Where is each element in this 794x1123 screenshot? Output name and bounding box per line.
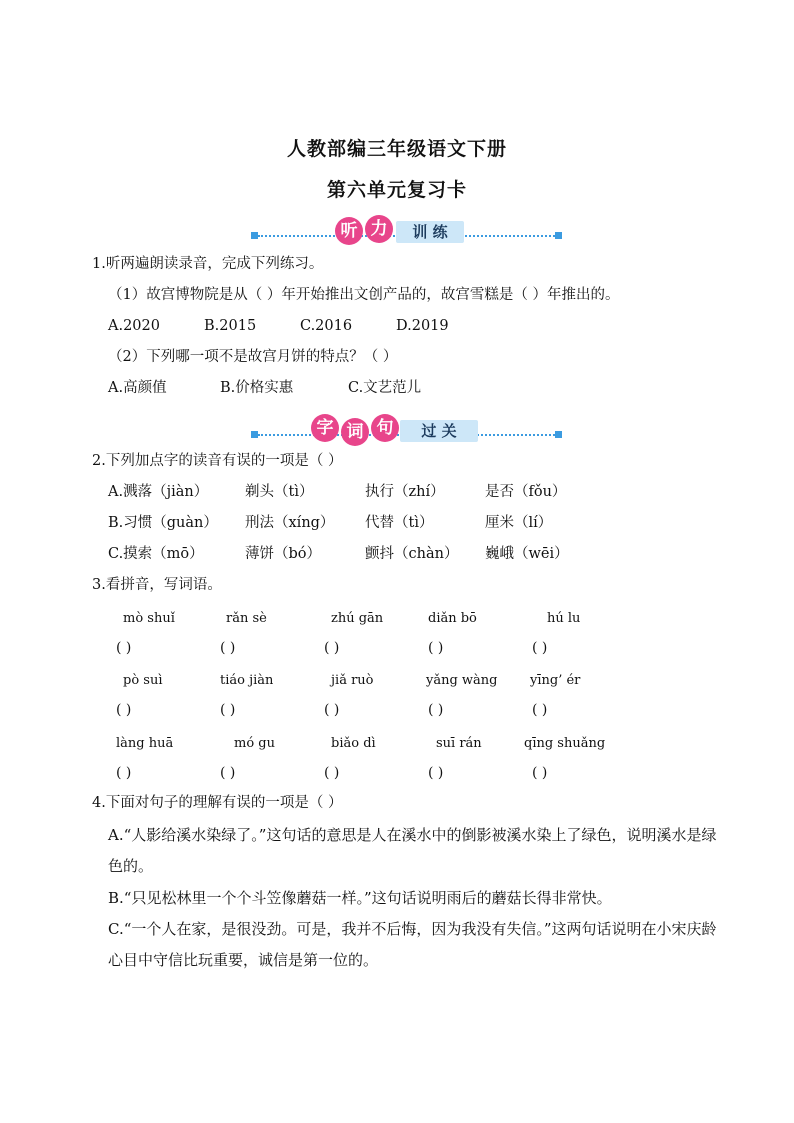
answer-blank[interactable]: ( )	[428, 765, 444, 781]
q2-item: 刑法（xíng）	[245, 515, 335, 531]
banner-char-circle: 力	[365, 215, 393, 243]
q2-item: 厘米（lí）	[485, 515, 553, 531]
answer-blank[interactable]: ( )	[324, 765, 340, 781]
q4-option-c: C.“一个人在家，是很没劲。可是，我并不后悔，因为我没有失信。”这两句话说明在小宋庆龄心目中守信比玩重要，诚信是第一位的。	[108, 920, 717, 969]
q2-item: C.摸索（mō）	[108, 546, 204, 562]
q1-option: B.价格实惠	[220, 380, 294, 396]
q1-option: B.2015	[204, 318, 257, 334]
answer-blank[interactable]: ( )	[220, 640, 236, 656]
q1-option: C.文艺范儿	[348, 380, 422, 396]
answer-blank[interactable]: ( )	[220, 702, 236, 718]
answer-blank[interactable]: ( )	[532, 640, 548, 656]
pinyin-item: tiáo jiàn	[220, 673, 274, 688]
banner-char-circle: 字	[311, 414, 339, 442]
answer-blank[interactable]: ( )	[428, 702, 444, 718]
question-3-stem: 3.看拼音，写词语。	[92, 577, 222, 593]
pinyin-item: hú lu	[547, 611, 581, 626]
answer-blank[interactable]: ( )	[428, 640, 444, 656]
pinyin-item: mó gu	[234, 736, 275, 751]
q2-item: B.习惯（guàn）	[108, 515, 218, 531]
q2-item: 剃头（tì）	[245, 484, 314, 500]
question-4-stem: 4.下面对句子的理解有误的一项是（ ）	[92, 795, 343, 811]
answer-blank[interactable]: ( )	[116, 765, 132, 781]
banner-char-circle: 句	[371, 414, 399, 442]
pinyin-item: rǎn sè	[226, 611, 267, 626]
q1-option: A.2020	[108, 318, 160, 334]
pinyin-item: jiǎ ruò	[331, 673, 374, 688]
answer-blank[interactable]: ( )	[532, 765, 548, 781]
pinyin-item: yǎng wàng	[426, 673, 498, 688]
answer-blank[interactable]: ( )	[116, 702, 132, 718]
page-subtitle: 第六单元复习卡	[326, 179, 467, 201]
question-1-sub1: （1）故宫博物院是从（ ）年开始推出文创产品的，故宫雪糕是（ ）年推出的。	[108, 287, 620, 303]
answer-blank[interactable]: ( )	[324, 702, 340, 718]
banner-end-square	[555, 232, 562, 239]
section-banner-listening	[0, 216, 794, 256]
banner-end-square	[251, 232, 258, 239]
pinyin-item: làng huā	[116, 736, 174, 751]
banner-char-circle: 听	[335, 217, 363, 245]
q2-item: 颤抖（chàn）	[365, 546, 459, 562]
q2-item: 薄饼（bó）	[245, 546, 322, 562]
q2-item: A.溅落（jiàn）	[108, 484, 209, 500]
pinyin-item: zhú gān	[331, 611, 384, 626]
pinyin-item: mò shuǐ	[123, 611, 175, 626]
section-banner-words	[0, 415, 794, 455]
q1-option: A.高颜值	[108, 380, 167, 396]
q2-item: 是否（fǒu）	[485, 484, 567, 500]
pinyin-item: yīng’ ér	[530, 673, 581, 688]
q1-option: D.2019	[396, 318, 449, 334]
page-title: 人教部编三年级语文下册	[286, 138, 507, 160]
pinyin-item: pò suì	[123, 673, 163, 688]
q4-option-b: B.“只见松林里一个个斗笠像蘑菇一样。”这句话说明雨后的蘑菇长得非常快。	[108, 889, 612, 907]
q2-item: 执行（zhí）	[365, 484, 445, 500]
question-1-sub2: （2）下列哪一项不是故宫月饼的特点？（ ）	[108, 349, 398, 365]
q1-option: C.2016	[300, 318, 353, 334]
pinyin-item: qīng shuǎng	[524, 736, 606, 751]
answer-blank[interactable]: ( )	[116, 640, 132, 656]
pinyin-item: biǎo dì	[331, 736, 376, 751]
q2-item: 代替（tì）	[365, 515, 434, 531]
banner-char-circle: 词	[341, 418, 369, 446]
question-2-stem: 2.下列加点字的读音有误的一项是（ ）	[92, 453, 343, 469]
answer-blank[interactable]: ( )	[324, 640, 340, 656]
pinyin-item: diǎn bō	[428, 611, 477, 626]
question-1-stem: 1.听两遍朗读录音，完成下列练习。	[92, 256, 324, 272]
banner-label: 训 练	[396, 221, 464, 243]
pinyin-item: suī rán	[436, 736, 482, 751]
q2-item: 巍峨（wēi）	[485, 546, 569, 562]
banner-end-square	[251, 431, 258, 438]
answer-blank[interactable]: ( )	[220, 765, 236, 781]
banner-label: 过 关	[400, 420, 478, 442]
banner-end-square	[555, 431, 562, 438]
answer-blank[interactable]: ( )	[532, 702, 548, 718]
q4-option-a: A.“人影给溪水染绿了。”这句话的意思是人在溪水中的倒影被溪水染上了绿色，说明溪水是绿色的。	[108, 826, 717, 875]
